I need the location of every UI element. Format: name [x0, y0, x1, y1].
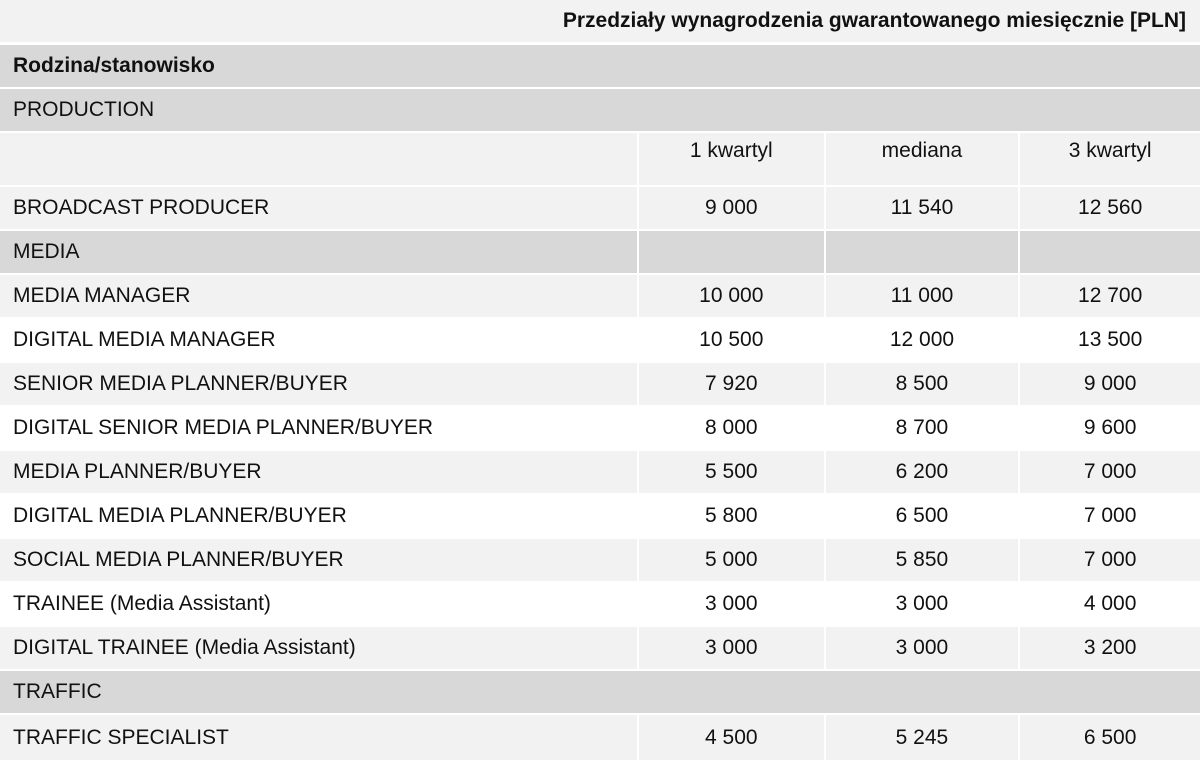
- table-row: [0, 715, 1200, 760]
- table-row: [0, 363, 1200, 405]
- value-q1: 5 000: [639, 539, 824, 581]
- value-q3: 13 500: [1020, 319, 1200, 361]
- table-row: [0, 451, 1200, 493]
- family-header-row: [0, 45, 1200, 87]
- value-median: 8 700: [826, 407, 1019, 449]
- value-q1: 3 000: [639, 627, 824, 669]
- group-cell-empty: [826, 231, 1019, 273]
- value-q1: 8 000: [639, 407, 824, 449]
- table-row: [0, 187, 1200, 229]
- value-q1: 5 800: [639, 495, 824, 537]
- table-row: [0, 495, 1200, 537]
- value-median: 12 000: [826, 319, 1019, 361]
- value-median: 6 500: [826, 495, 1019, 537]
- table-row: [0, 407, 1200, 449]
- column-header-row: [0, 133, 1200, 185]
- family-header: Rodzina/stanowisko: [0, 45, 1200, 87]
- value-median: 11 000: [826, 275, 1019, 317]
- group-row-production: [0, 89, 1200, 131]
- value-q1: 7 920: [639, 363, 824, 405]
- position-name: DIGITAL MEDIA PLANNER/BUYER: [0, 495, 637, 537]
- table-title: Przedziały wynagrodzenia gwarantowanego miesięcznie [PLN]: [0, 0, 1200, 42]
- value-q1: 10 000: [639, 275, 824, 317]
- group-cell-empty: [1020, 231, 1200, 273]
- value-q1: 3 000: [639, 583, 824, 625]
- table-row: [0, 627, 1200, 669]
- value-q3: 12 700: [1020, 275, 1200, 317]
- table-title-row: [0, 0, 1200, 42]
- value-q3: 3 200: [1020, 627, 1200, 669]
- position-name: SENIOR MEDIA PLANNER/BUYER: [0, 363, 637, 405]
- value-q1: 10 500: [639, 319, 824, 361]
- position-name: DIGITAL TRAINEE (Media Assistant): [0, 627, 637, 669]
- position-name: SOCIAL MEDIA PLANNER/BUYER: [0, 539, 637, 581]
- value-q3: 7 000: [1020, 451, 1200, 493]
- column-header-median: mediana: [826, 133, 1019, 185]
- group-label-media: MEDIA: [0, 231, 637, 273]
- position-name: MEDIA MANAGER: [0, 275, 637, 317]
- value-q1: 9 000: [639, 187, 824, 229]
- value-q3: 6 500: [1020, 715, 1200, 760]
- table-row: [0, 275, 1200, 317]
- table-row: [0, 319, 1200, 361]
- value-q1: 4 500: [639, 715, 824, 760]
- group-label-production: PRODUCTION: [0, 89, 1200, 131]
- group-label-traffic: TRAFFIC: [0, 671, 1200, 713]
- position-name: MEDIA PLANNER/BUYER: [0, 451, 637, 493]
- group-row-media: [0, 231, 1200, 273]
- value-q3: 7 000: [1020, 495, 1200, 537]
- value-median: 5 850: [826, 539, 1019, 581]
- value-q3: 7 000: [1020, 539, 1200, 581]
- group-cell-empty: [639, 231, 824, 273]
- value-q3: 9 000: [1020, 363, 1200, 405]
- value-median: 3 000: [826, 627, 1019, 669]
- group-row-traffic: [0, 671, 1200, 713]
- position-name: BROADCAST PRODUCER: [0, 187, 637, 229]
- value-median: 6 200: [826, 451, 1019, 493]
- table-row: [0, 583, 1200, 625]
- value-median: 11 540: [826, 187, 1019, 229]
- value-q1: 5 500: [639, 451, 824, 493]
- value-median: 5 245: [826, 715, 1019, 760]
- column-header-q3: 3 kwartyl: [1020, 133, 1200, 185]
- table-row: [0, 539, 1200, 581]
- position-name: DIGITAL SENIOR MEDIA PLANNER/BUYER: [0, 407, 637, 449]
- position-name: TRAFFIC SPECIALIST: [0, 715, 637, 760]
- column-header-q1: 1 kwartyl: [639, 133, 824, 185]
- value-median: 8 500: [826, 363, 1019, 405]
- value-q3: 12 560: [1020, 187, 1200, 229]
- position-name: TRAINEE (Media Assistant): [0, 583, 637, 625]
- position-name: DIGITAL MEDIA MANAGER: [0, 319, 637, 361]
- value-median: 3 000: [826, 583, 1019, 625]
- column-header-position: [0, 133, 637, 185]
- value-q3: 9 600: [1020, 407, 1200, 449]
- value-q3: 4 000: [1020, 583, 1200, 625]
